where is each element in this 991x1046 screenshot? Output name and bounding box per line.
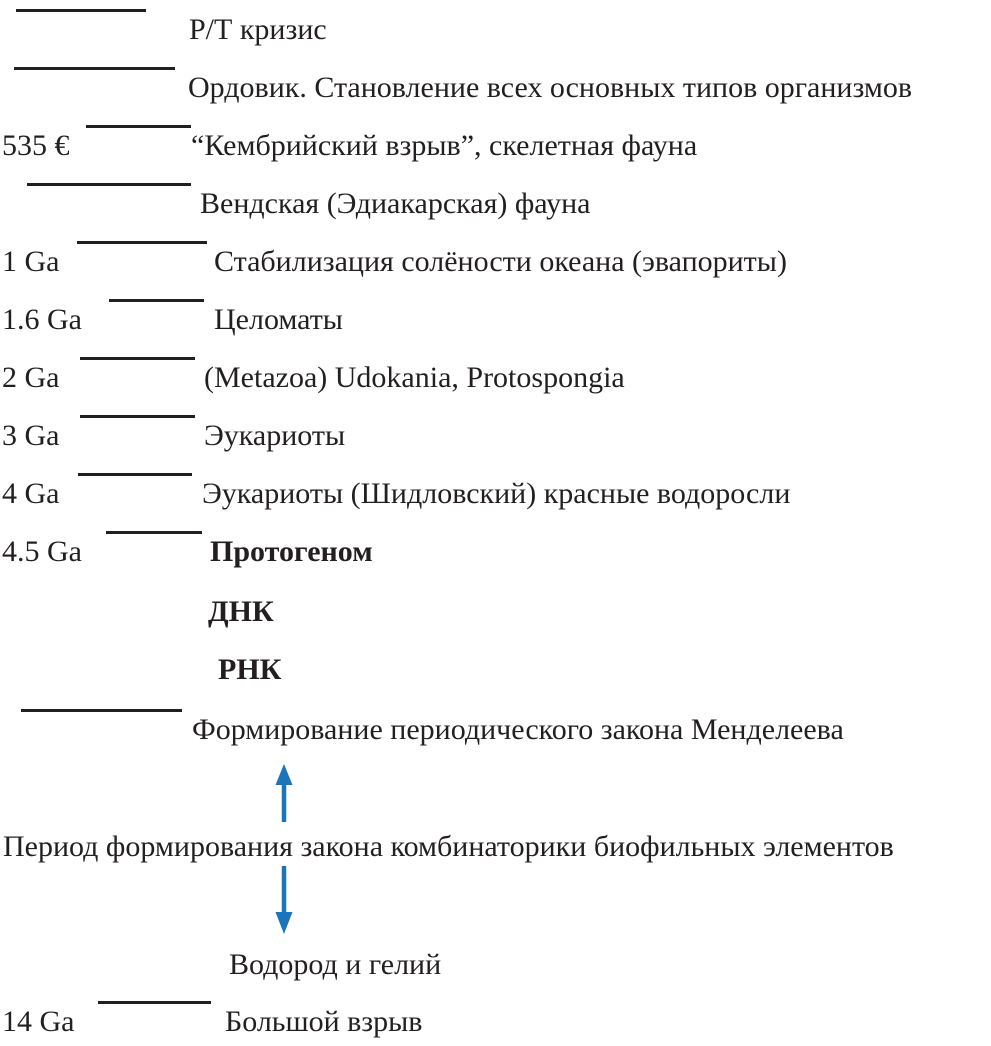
event-text: Большой взрыв [225,1005,423,1038]
row-ocean-salinity [0,241,991,283]
up-arrow-icon [273,764,295,822]
row-pt-crisis [0,9,991,51]
blank-line [78,473,192,476]
age-label: 3 Ga [2,419,60,452]
blank-line [106,531,202,534]
row-dna [0,591,991,633]
event-text: Стабилизация солёности океана (эвапориты) [214,245,787,278]
blank-line [21,709,182,712]
age-label: 1 Ga [2,245,60,278]
age-label: 14 Ga [2,1005,75,1038]
event-text: Период формирования закона комбинаторики биофильных элементов [3,830,894,863]
blank-line [80,357,195,360]
row-hydrogen-helium [0,944,991,986]
age-label: 1.6 Ga [2,303,82,336]
blank-line [80,415,195,418]
row-rna [0,649,991,691]
row-ordovician [0,67,991,109]
row-eukaryotes-red-algae [0,473,991,515]
age-label: 535 € [2,129,70,162]
row-big-bang [0,1001,991,1043]
blank-line [109,299,204,302]
row-protogenome [0,531,991,573]
age-label: 2 Ga [2,361,60,394]
down-arrow-icon [273,866,295,934]
event-text: ДНК [208,595,274,628]
row-combinatorics-law [0,826,991,868]
row-mendeleev-law [0,709,991,751]
event-text: Эукариоты [204,419,346,452]
blank-line [14,67,175,70]
event-text: РНК [218,653,282,686]
event-text: Р/Т кризис [189,13,327,46]
row-eukaryotes [0,415,991,457]
blank-line [77,241,207,244]
event-text: Формирование периодического закона Менделеева [192,713,844,746]
event-text: Вендская (Эдиакарская) фауна [200,187,591,220]
event-text: “Кембрийский взрыв”, скелетная фауна [191,129,698,162]
blank-line [98,1001,211,1004]
event-text: Целоматы [214,303,343,336]
event-text: Водород и гелий [229,948,442,981]
event-text: Эукариоты (Шидловский) красные водоросли [202,477,791,510]
blank-line [16,9,146,12]
blank-line [27,183,191,186]
row-cambrian-explosion [0,125,991,167]
row-vendian-fauna [0,183,991,225]
age-label: 4.5 Ga [2,535,82,568]
event-text: (Metazoa) Udokania, Protospongia [204,361,625,394]
blank-line [86,125,191,128]
event-text: Ордовик. Становление всех основных типов организмов [188,71,913,104]
age-label: 4 Ga [2,477,60,510]
event-text: Протогеном [210,535,373,568]
row-metazoa [0,357,991,399]
row-coelomates [0,299,991,341]
